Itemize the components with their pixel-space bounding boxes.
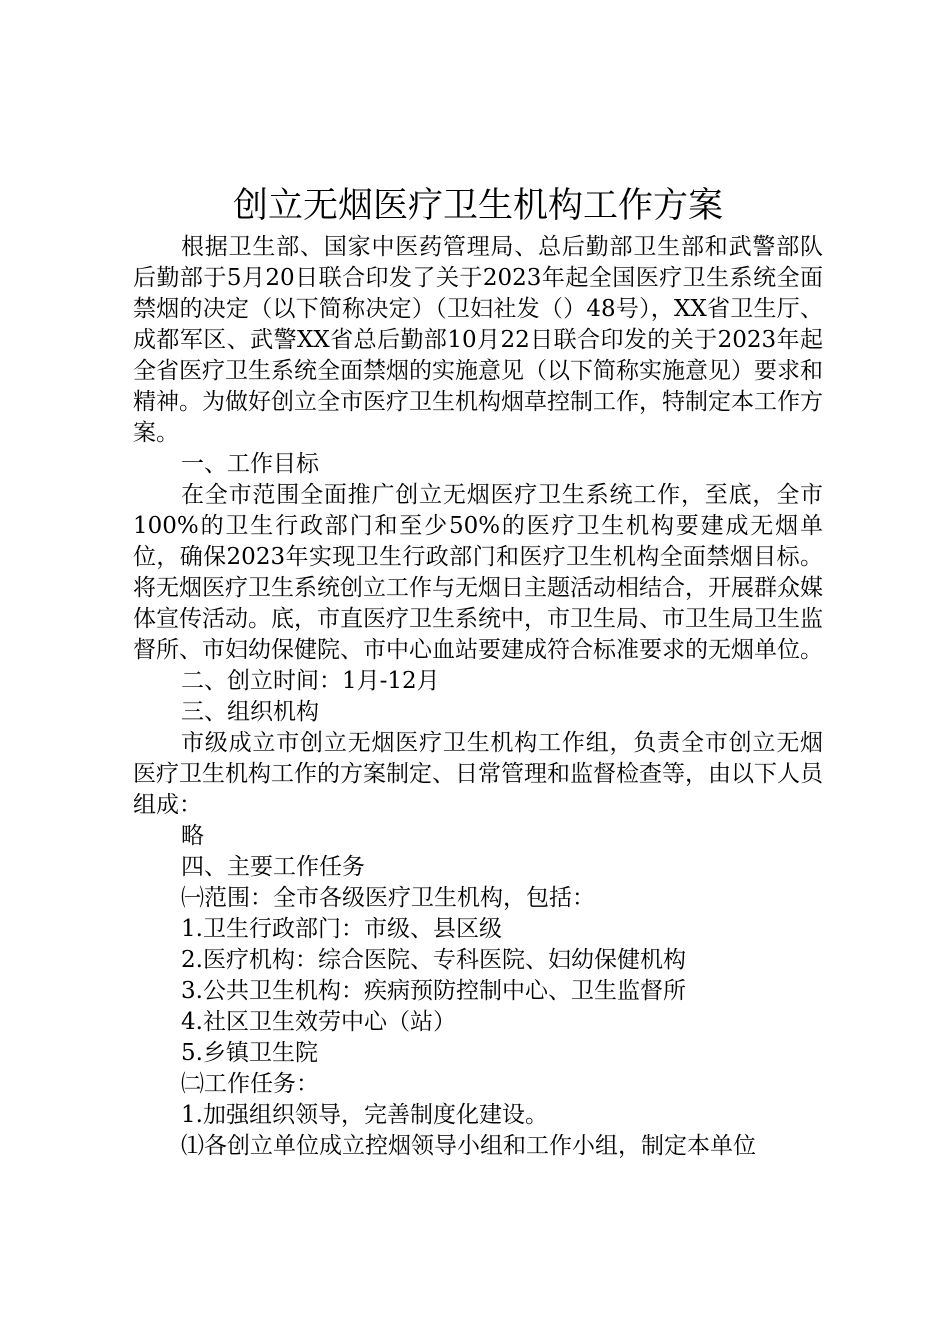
- section3-heading: 三、组织机构: [181, 699, 319, 725]
- scope-item: 2.医疗机构：综合医院、专科医院、妇幼保健机构: [181, 947, 686, 973]
- section2-heading: 二、创立时间：1月-12月: [181, 668, 440, 694]
- section3-paragraph: 市级成立市创立无烟医疗卫生机构工作组，负责全市创立无烟医疗卫生机构工作的方案制定、日常管理和监督检查等，由以下人员组成：: [133, 730, 823, 818]
- scope-item: 1.卫生行政部门：市级、县区级: [181, 916, 502, 942]
- tasks-heading: ㈡工作任务：: [181, 1071, 319, 1097]
- task1-heading: 1.加强组织领导，完善制度化建设。: [181, 1102, 548, 1128]
- section4-heading: 四、主要工作任务: [181, 854, 365, 880]
- section1-heading: 一、工作目标: [181, 451, 319, 477]
- document-body: [133, 232, 823, 1162]
- section1-paragraph: 在全市范围全面推广创立无烟医疗卫生系统工作，至底，全市100%的卫生行政部门和至少50%的医疗卫生机构要建成无烟单位，确保2023年实现卫生行政部门和医疗卫生机构全面禁烟目标。将无烟医疗卫生系统创立工作与无烟日主题活动相结合，开展群众媒体宣传活动。底，市直医疗卫生系统中，市卫生局、市卫生局卫生监督所、市妇幼保健院、市中心血站要建成符合标准要求的无烟单位。: [133, 482, 823, 663]
- intro-paragraph: 根据卫生部、国家中医药管理局、总后勤部卫生部和武警部队后勤部于5月20日联合印发了关于2023年起全国医疗卫生系统全面禁烟的决定（以下简称决定）（卫妇社发（）48号），XX省卫生厅、成都军区、武警XX省总后勤部10月22日联合印发的关于2023年起全省医疗卫生系统全面禁烟的实施意见（以下简称实施意见）要求和精神。为做好创立全市医疗卫生机构烟草控制工作，特制定本工作方案。: [133, 234, 823, 446]
- document-title: 创立无烟医疗卫生机构工作方案: [232, 186, 723, 226]
- scope-heading: ㈠范围：全市各级医疗卫生机构，包括：: [181, 885, 595, 911]
- task1-item1: ⑴各创立单位成立控烟领导小组和工作小组，制定本单位: [181, 1133, 756, 1159]
- scope-item: 5.乡镇卫生院: [181, 1040, 318, 1066]
- document-page: [133, 180, 823, 1162]
- scope-item: 3.公共卫生机构：疾病预防控制中心、卫生监督所: [181, 978, 686, 1004]
- scope-item: 4.社区卫生效劳中心（站）: [181, 1009, 456, 1035]
- section3-members: 略: [181, 823, 204, 849]
